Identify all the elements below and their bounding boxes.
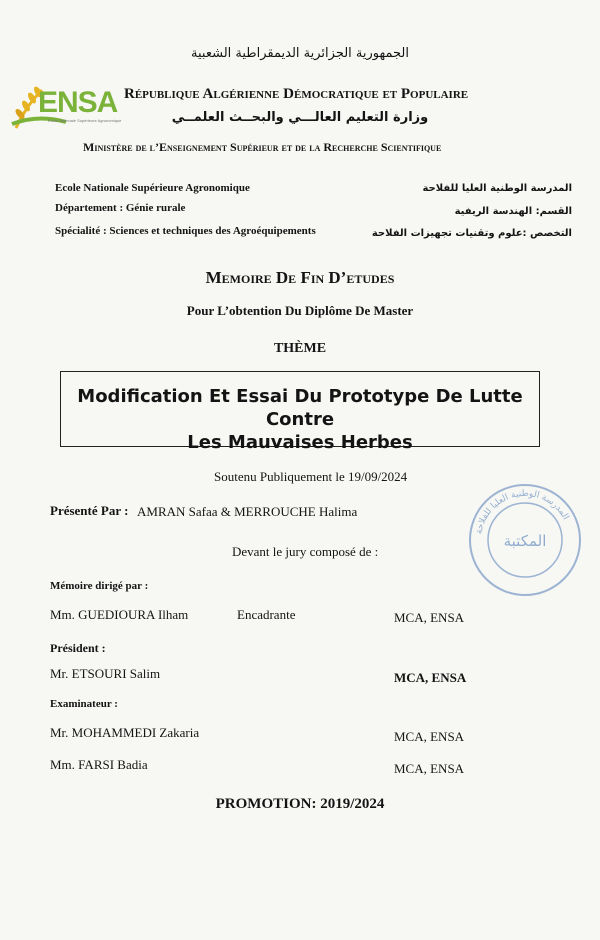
director-role: Encadrante — [237, 607, 296, 622]
department: Département : Génie rurale — [55, 202, 186, 214]
thesis-title-box — [60, 371, 540, 453]
president-name: Mr. ETSOURI Salim — [50, 666, 161, 681]
thesis-title-line1: Modification Et Essai Du Prototype De Lutte Contre — [77, 386, 523, 430]
theme-label: THÈME — [273, 341, 327, 356]
logo-brand: ENSA — [38, 86, 118, 119]
diploma-purpose: Pour L’obtention Du Diplôme De Master — [186, 303, 414, 318]
speciality: Spécialité : Sciences et techniques des Agroéquipements — [55, 225, 316, 237]
stamp-ring-text: المدرسة الوطنية العليا للفلاحة — [474, 488, 571, 536]
jury-intro: Devant le jury composé de : — [232, 544, 379, 559]
defense-date: Soutenu Publiquement le 19/09/2024 — [214, 469, 408, 484]
library-stamp — [465, 480, 585, 600]
arabic-ministry: وزارة التعليم العالـــي والبحــث العلمــي — [171, 110, 429, 125]
president-label: Président : — [50, 641, 106, 655]
ministry-title: Ministère de l’Enseignement Supérieur et de la Recherche Scientifique — [83, 140, 442, 154]
arabic-speciality: التخصص :علوم وتقنيات تجهيزات الفلاحة — [371, 228, 572, 239]
examiner2-rank: MCA, ENSA — [394, 761, 465, 776]
republic-title: République Algérienne Démocratique et Populaire — [124, 86, 469, 102]
examiner2-name: Mm. FARSI Badia — [50, 757, 148, 772]
svg-text:المدرسة الوطنية العليا للفلاحة — [474, 489, 570, 535]
arabic-department: القسم: الهندسة الريفية — [454, 206, 572, 217]
president-rank: MCA, ENSA — [394, 670, 467, 685]
arabic-republic: الجمهورية الجزائرية الديمقراطية الشعبية — [191, 46, 409, 61]
examiner-label: Examinateur : — [50, 698, 118, 710]
logo-tagline: Ecole Nationale Supérieure Agronomique — [48, 118, 122, 123]
director-rank: MCA, ENSA — [394, 610, 465, 625]
school-name: Ecole Nationale Supérieure Agronomique — [55, 182, 250, 194]
thesis-title-line2: Les Mauvaises Herbes — [187, 432, 413, 453]
presented-label: Présenté Par : — [50, 503, 129, 518]
arabic-school: المدرسة الوطنية العليا للفلاحة — [422, 183, 572, 194]
director-label: Mémoire dirigé par : — [50, 580, 149, 592]
director-name: Mm. GUEDIOURA Ilham — [50, 607, 189, 622]
memoire-heading: Memoire De Fin D’etudes — [205, 268, 395, 287]
examiner1-rank: MCA, ENSA — [394, 729, 465, 744]
ensa-logo — [8, 78, 130, 136]
promotion: PROMOTION: 2019/2024 — [215, 796, 385, 812]
stamp-center-text: المكتبة — [503, 532, 547, 550]
examiner1-name: Mr. MOHAMMEDI Zakaria — [50, 725, 200, 740]
presenters: AMRAN Safaa & MERROUCHE Halima — [137, 504, 358, 519]
